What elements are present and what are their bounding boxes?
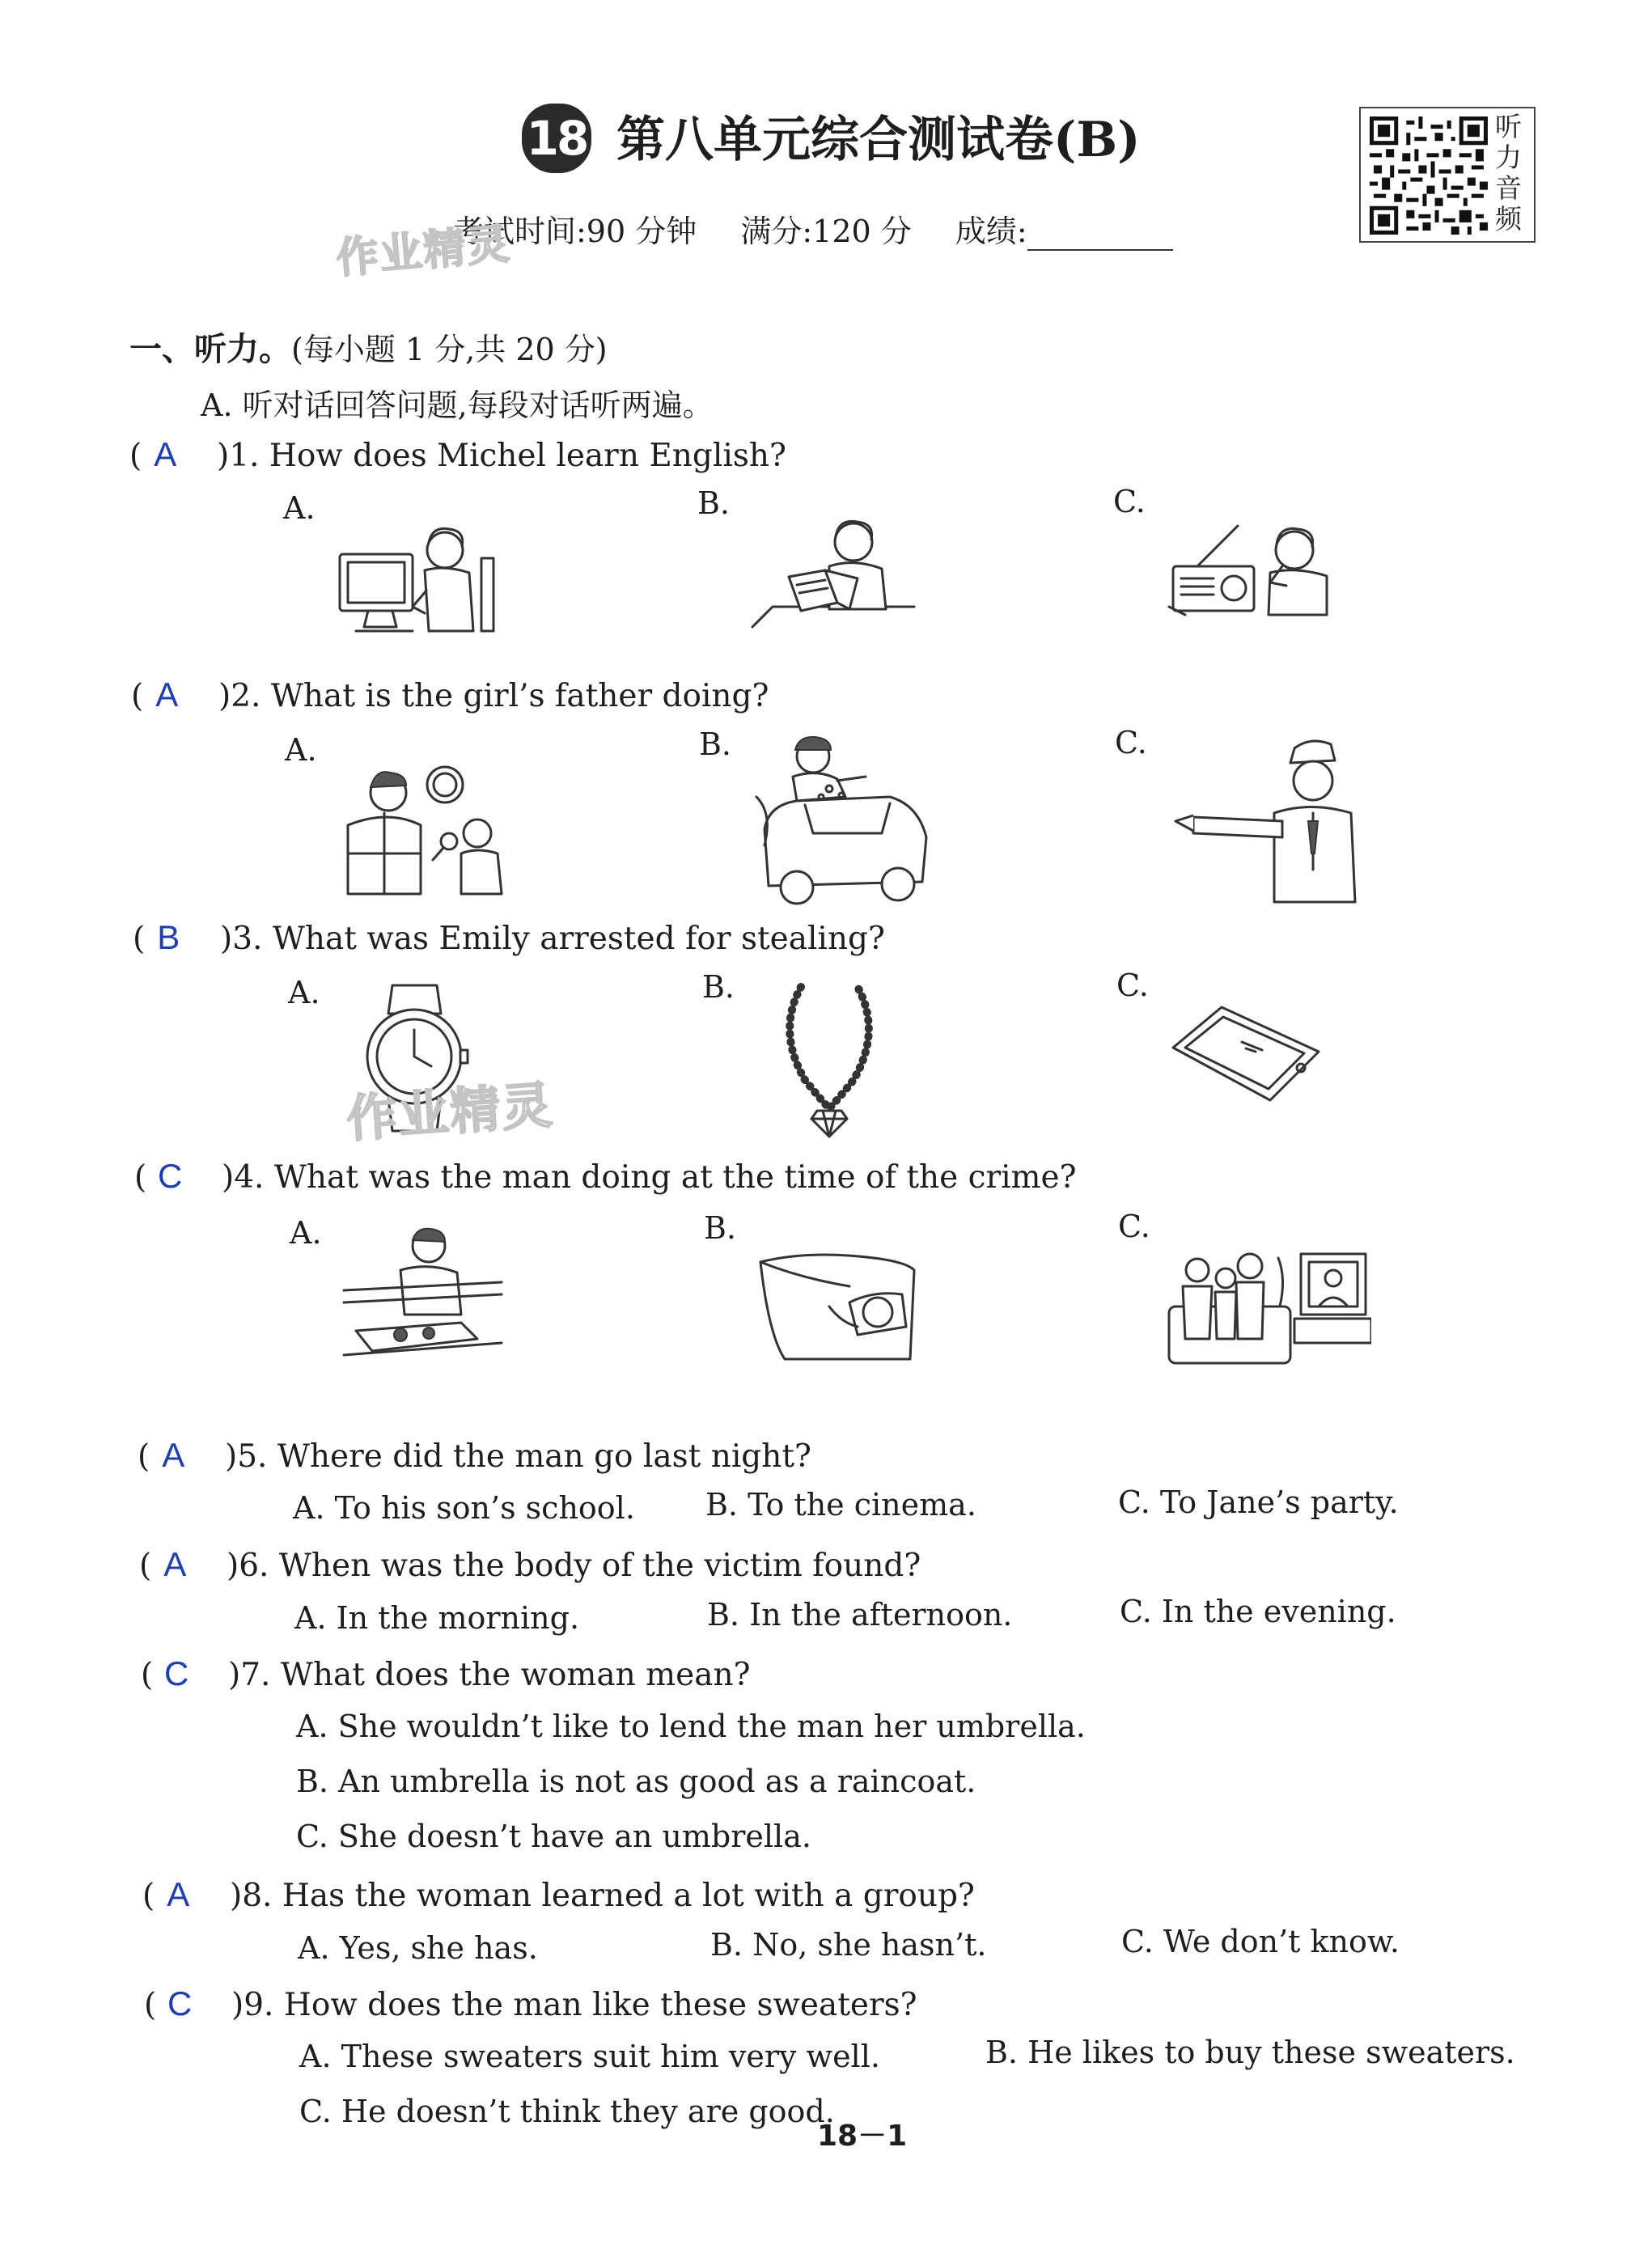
option-label: C. [1116, 968, 1149, 1003]
answer-6: A [163, 1545, 187, 1583]
option-a: A. Yes, she has. [298, 1930, 538, 1966]
answer-7: C [164, 1654, 189, 1692]
question-number: )6. [227, 1548, 269, 1584]
section-note: (每小题 1 分,共 20 分) [291, 332, 608, 367]
section-heading [129, 324, 608, 370]
option-c: C. He doesn’t think they are good. [299, 2094, 835, 2129]
question-6: ( A )6. When was the body of the victim found? [139, 1545, 921, 1584]
question-text: What was Emily arrested for stealing? [272, 921, 885, 957]
question-1: ( A )1. How does Michel learn English? [129, 435, 786, 474]
question-text: Has the woman learned a lot with a group? [282, 1878, 975, 1914]
question-number: )4. [222, 1159, 265, 1196]
question-number: )9. [231, 1987, 274, 2023]
answer-4: C [158, 1157, 183, 1195]
question-number: )7. [228, 1657, 271, 1693]
answer-2: A [155, 675, 179, 714]
question-text: What was the man doing at the time of the crime? [273, 1159, 1077, 1196]
question-4: ( C )4. What was the man doing at the time of the crime? [134, 1157, 1077, 1196]
question-text: How does Michel learn English? [269, 438, 786, 474]
question-text: What is the girl’s father doing? [270, 678, 769, 714]
option-a: A. In the morning. [294, 1600, 580, 1636]
option-label: C. [1115, 725, 1147, 760]
option-c: C. She doesn’t have an umbrella. [296, 1819, 811, 1854]
option-c: C. We don’t know. [1121, 1924, 1400, 1959]
option-c: C. To Jane’s party. [1118, 1484, 1399, 1520]
answer-8: A [167, 1875, 190, 1913]
score-label: 成绩: [955, 214, 1027, 249]
detective-with-magnifier-icon[interactable] [332, 764, 510, 898]
option-label: B. [704, 1210, 737, 1246]
qr-code-icon[interactable] [1369, 116, 1489, 235]
watermark: 作业精灵 [345, 1075, 556, 1149]
question-7: ( C )7. What does the woman mean? [141, 1654, 751, 1693]
question-text: What does the woman mean? [280, 1657, 751, 1693]
full-score: 满分:120 分 [740, 214, 912, 249]
option-label: C. [1118, 1209, 1150, 1244]
option-b: B. To the cinema. [705, 1487, 976, 1522]
option-a: A. These sweaters suit him very well. [299, 2039, 880, 2074]
boy-listening-radio-icon[interactable] [1165, 518, 1335, 631]
answer-1: A [154, 435, 177, 473]
page-number: 18－1 [817, 2120, 908, 2153]
answer-3: B [157, 918, 180, 956]
question-text: When was the body of the victim found? [278, 1548, 921, 1584]
option-label: C. [1113, 484, 1146, 519]
question-number: )3. [220, 921, 263, 957]
question-5: ( A )5. Where did the man go last night? [138, 1436, 811, 1475]
part-a-instruction: A. 听对话回答问题,每段对话听两遍。 [201, 387, 714, 423]
question-text: Where did the man go last night? [277, 1438, 811, 1475]
question-2: ( A )2. What is the girl’s father doing? [131, 675, 769, 714]
question-text: How does the man like these sweaters? [283, 1987, 917, 2023]
qr-code-box[interactable] [1359, 107, 1536, 243]
police-officer-directing-icon[interactable] [1169, 732, 1363, 906]
section-title: 一、听力。 [129, 330, 291, 368]
page-title: 第八单元综合测试卷(B) [616, 112, 1141, 168]
option-label: B. [697, 485, 731, 521]
answer-9: C [167, 1984, 193, 2022]
option-b: B. In the afternoon. [707, 1597, 1013, 1633]
necklace-icon[interactable] [773, 975, 886, 1141]
option-b: B. An umbrella is not as good as a raincoat. [296, 1764, 976, 1799]
exam-time: 考试时间:90 分钟 [453, 214, 697, 249]
question-8: ( A )8. Has the woman learned a lot with a group? [142, 1875, 975, 1914]
man-cooking-icon[interactable] [340, 1226, 506, 1359]
family-watching-tv-icon[interactable] [1165, 1242, 1371, 1371]
question-number: )2. [218, 678, 261, 714]
question-number: )5. [225, 1438, 268, 1475]
option-label: A. [288, 975, 320, 1010]
watermark: 作业精灵 [334, 219, 513, 284]
option-c: C. In the evening. [1120, 1594, 1396, 1629]
qr-label: 听力音频 [1495, 111, 1522, 235]
score-blank [1027, 222, 1173, 251]
question-9: ( C )9. How does the man like these sweaters? [144, 1984, 917, 2023]
exam-info [453, 206, 1207, 251]
option-a: A. To his son’s school. [293, 1490, 635, 1526]
man-sleeping-icon[interactable] [752, 1246, 930, 1367]
option-a: A. She wouldn’t like to lend the man her umbrella. [296, 1709, 1086, 1744]
phone-icon[interactable] [1165, 1003, 1327, 1108]
unit-number-badge: 18 [522, 104, 591, 173]
option-label: B. [702, 969, 735, 1005]
man-washing-car-icon[interactable] [748, 732, 934, 906]
option-label: A. [290, 1215, 322, 1251]
boy-reading-book-icon[interactable] [748, 514, 918, 635]
question-number: )1. [217, 438, 260, 474]
option-b: B. No, she hasn’t. [710, 1927, 987, 1963]
question-3: ( B )3. What was Emily arrested for stealing? [133, 918, 885, 957]
option-label: A. [285, 732, 317, 768]
answer-5: A [162, 1436, 185, 1474]
question-number: )8. [230, 1878, 273, 1914]
option-label: B. [699, 726, 732, 762]
boy-at-computer-icon[interactable] [336, 518, 498, 639]
option-label: A. [283, 490, 316, 526]
option-b: B. He likes to buy these sweaters. [985, 2035, 1515, 2070]
